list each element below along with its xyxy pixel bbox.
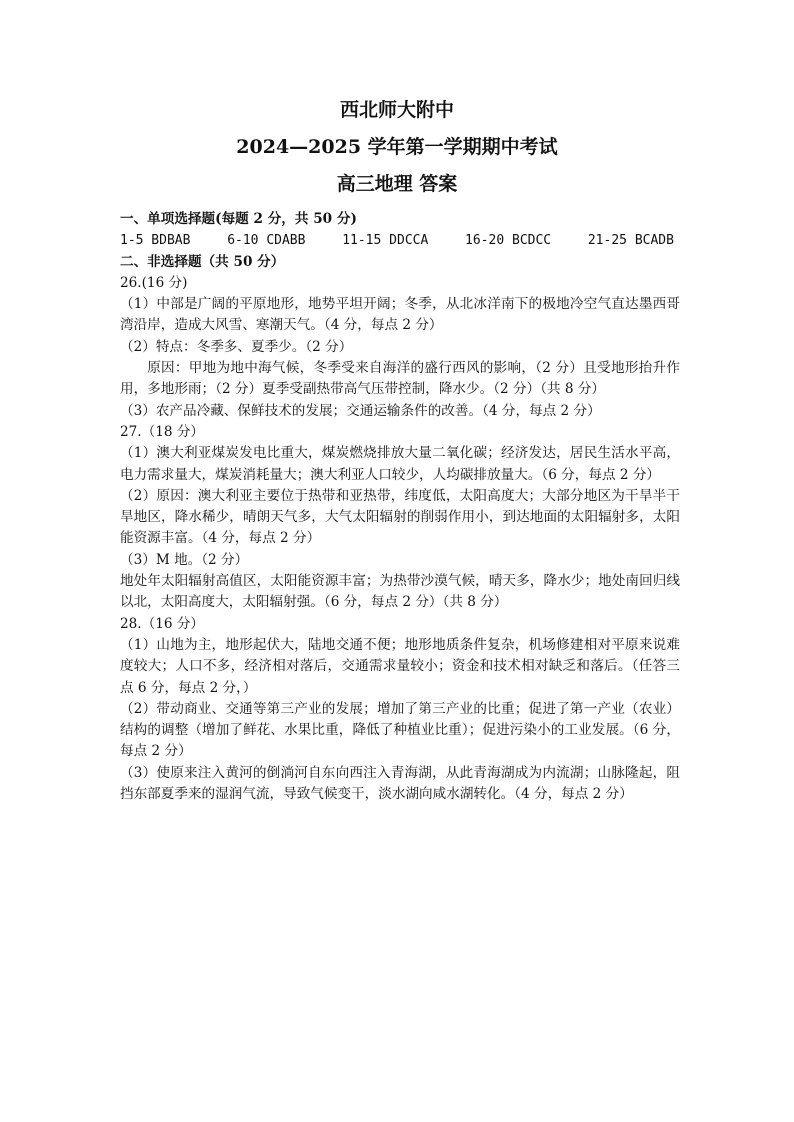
question-27-heading: 27.（18 分）	[120, 423, 205, 440]
question-26-answer-2: （2）特点：冬季多、夏季少。（2 分）	[120, 338, 353, 355]
question-27-answer-3-reason: 地处年太阳辐射高值区，太阳能资源丰富；为热带沙漠气候，晴天多，降水少；地处南回归线以北，太阳高度大，太阳辐射强。（6 分，每点 2 分）（共 8 分）	[120, 573, 680, 611]
answer-content	[120, 209, 680, 805]
section-1-title: 一、单项选择题(每题 2 分，共 50 分)	[120, 211, 357, 227]
question-27-answer-2: （2）原因：澳大利亚主要位于热带和亚热带，纬度低，太阳高度大；大部分地区为干旱半干旱地区，降水稀少，晴朗天气多，大气太阳辐射的削弱作用小，到达地面的太阳辐射多，太阳能资源丰富。（4 分，每点 2 分）	[120, 487, 680, 547]
school-name: 西北师大附中	[339, 99, 454, 121]
question-28-answer-1: （1）山地为主，地形起伏大，陆地交通不便；地形地质条件复杂，机场修建相对平原来说难度较大；人口不多，经济相对落后，交通需求量较小；资金和技术相对缺乏和落后。（任答三点 6 分，每点 2 分，）	[120, 636, 680, 696]
question-28-heading: 28.（16 分）	[120, 615, 205, 632]
answer-group: 16-20 BCDCC	[465, 233, 552, 249]
answer-group: 21-25 BCADB	[587, 233, 674, 249]
exam-title: 2024—2025 学年第一学期期中考试	[236, 136, 558, 158]
question-28-answer-3: （3）使原来注入黄河的倒淌河自东向西注入青海湖，从此青海湖成为内流湖；山脉隆起，阻挡东部夏季来的湿润气流，导致气候变干，淡水湖向咸水湖转化。（4 分，每点 2 分）	[120, 764, 680, 803]
question-26-heading: 26.(16 分)	[120, 274, 188, 291]
subject-title: 高三地理 答案	[336, 173, 458, 195]
answer-group: 6-10 CDABB	[227, 233, 306, 249]
section-2-title: 二、非选择题（共 50 分）	[120, 253, 285, 270]
question-26-answer-3: （3）农产品冷藏、保鲜技术的发展；交通运输条件的改善。（4 分，每点 2 分）	[120, 402, 601, 419]
question-26-answer-2-reason: 原因：甲地为地中海气候，冬季受来自海洋的盛行西风的影响，（2 分）且受地形抬升作用，多地形雨；（2 分）夏季受副热带高气压带控制，降水少。（2 分）（共 8 分）	[120, 360, 680, 398]
answer-group: 11-15 DDCCA	[342, 233, 429, 249]
question-26-answer-1: （1）中部是广阔的平原地形，地势平坦开阔；冬季，从北冰洋南下的极地冷空气直达墨西哥湾沿岸，造成大风雪、寒潮天气。（4 分，每点 2 分）	[120, 296, 680, 334]
question-28-answer-2: （2）带动商业、交通等第三产业的发展；增加了第三产业的比重；促进了第一产业（农业）结构的调整（增加了鲜花、水果比重，降低了种植业比重）；促进污染小的工业发展。（6 分，每点 2 分）	[120, 700, 680, 760]
choice-answers-row	[120, 230, 680, 251]
header	[0, 98, 794, 196]
question-27-answer-3: （3）M 地。（2 分）	[120, 551, 249, 568]
question-27-answer-1: （1）澳大利亚煤炭发电比重大，煤炭燃烧排放大量二氧化碳；经济发达，居民生活水平高，电力需求量大，煤炭消耗量大；澳大利亚人口较少，人均碳排放量大。（6 分，每点 2 分）	[120, 445, 680, 483]
answer-group: 1-5 BDBAB	[120, 233, 191, 249]
